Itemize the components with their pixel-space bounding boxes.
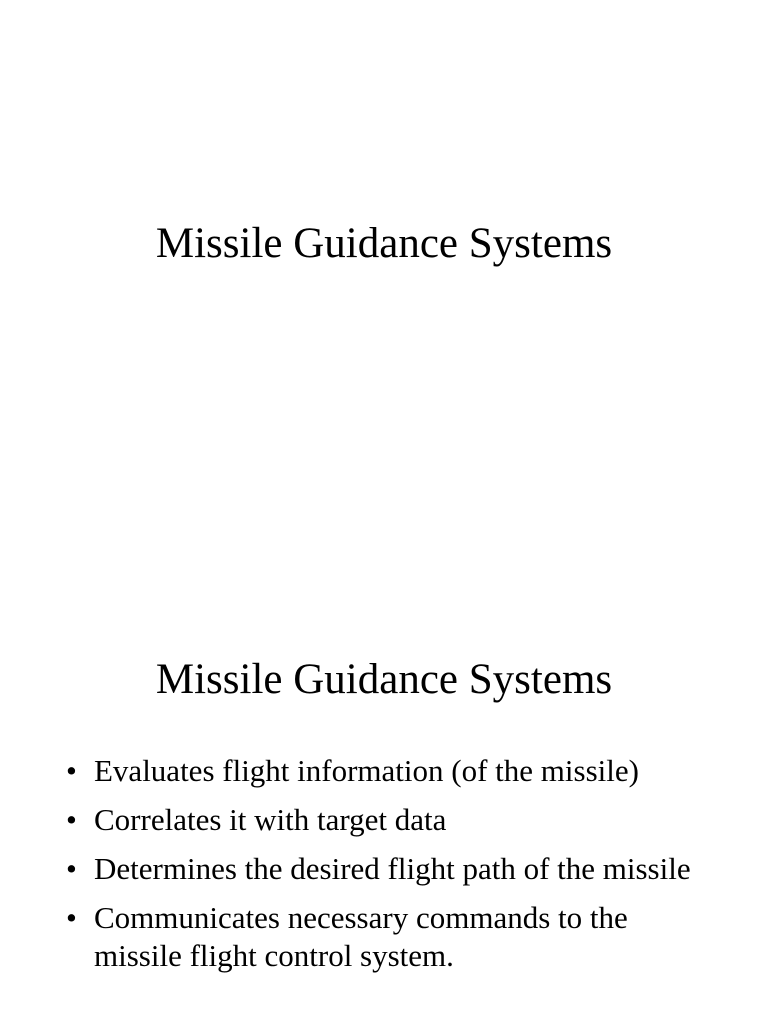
bullet-icon: • <box>66 802 77 837</box>
slide-title: Missile Guidance Systems <box>155 656 613 703</box>
bullet-item <box>60 801 710 839</box>
bullet-icon: • <box>66 900 77 935</box>
bullet-item <box>60 899 710 975</box>
slide-title: Missile Guidance Systems <box>155 220 613 267</box>
bullet-icon: • <box>66 753 77 788</box>
bullet-text: Communicates necessary commands to the missile flight control system. <box>94 900 628 973</box>
bullet-item <box>60 752 710 790</box>
bullet-list <box>60 752 710 986</box>
bullet-item <box>60 850 710 888</box>
content-slide <box>0 512 768 1024</box>
bullet-text: Determines the desired flight path of the missile <box>94 851 691 886</box>
bullet-text: Evaluates flight information (of the missile) <box>94 753 639 788</box>
bullet-text: Correlates it with target data <box>94 802 447 837</box>
bullet-icon: • <box>66 851 77 886</box>
